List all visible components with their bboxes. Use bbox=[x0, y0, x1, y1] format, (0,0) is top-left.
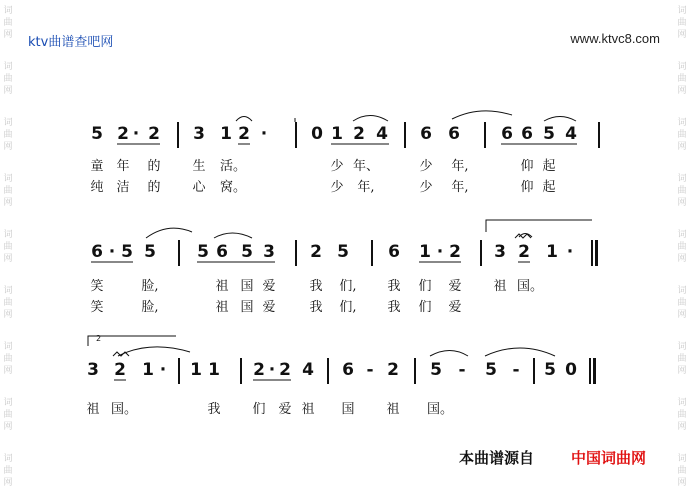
note: 4 bbox=[376, 124, 388, 144]
site-url-right: www.ktvc8.com bbox=[570, 31, 660, 46]
lyric: 纯 bbox=[90, 180, 104, 195]
volta-bracket bbox=[486, 220, 592, 232]
watermark-char: 词 bbox=[3, 62, 13, 72]
lyric: 祖 bbox=[386, 402, 400, 417]
note: 4 bbox=[302, 360, 314, 380]
watermark-char: 曲 bbox=[3, 130, 13, 140]
note: 1 bbox=[546, 242, 558, 262]
lyric: 爱 bbox=[278, 402, 292, 417]
note: 5 bbox=[485, 360, 497, 380]
note: 6 bbox=[501, 124, 513, 144]
lyric: 心 bbox=[192, 180, 206, 195]
watermark-char: 词 bbox=[677, 454, 687, 464]
note: 1 bbox=[220, 124, 232, 144]
lyric: 少 bbox=[330, 180, 344, 195]
note: 3 bbox=[193, 124, 205, 144]
lyric: 脸, bbox=[141, 279, 159, 294]
watermark-char: 词 bbox=[3, 398, 13, 408]
note: 1 bbox=[331, 124, 343, 144]
slur bbox=[430, 351, 468, 357]
note: 6 bbox=[388, 242, 400, 262]
watermark-char: 网 bbox=[677, 310, 687, 320]
note: 6 bbox=[216, 242, 228, 262]
watermark-char: 网 bbox=[3, 142, 13, 152]
note: 5 bbox=[144, 242, 156, 262]
note: 3 bbox=[87, 360, 99, 380]
lyric: 我 bbox=[309, 300, 323, 315]
watermark-char: 曲 bbox=[677, 410, 687, 420]
lyric: 们, bbox=[339, 300, 357, 315]
note: 5 bbox=[543, 124, 555, 144]
note: 2 bbox=[353, 124, 365, 144]
note: · bbox=[566, 242, 574, 262]
slur bbox=[485, 348, 555, 356]
watermark-char: 网 bbox=[3, 366, 13, 376]
lyric: 窝。 bbox=[219, 180, 247, 195]
lyric: 笑 bbox=[90, 300, 104, 315]
note: 1 bbox=[190, 360, 202, 380]
note: · bbox=[268, 360, 276, 380]
watermark-char: 词 bbox=[677, 230, 687, 240]
lyric: 国 bbox=[341, 402, 355, 417]
note: 1 bbox=[208, 360, 220, 380]
note: 6 bbox=[521, 124, 533, 144]
note: 2 bbox=[279, 360, 291, 380]
note: 4 bbox=[565, 124, 577, 144]
lyric: 生 bbox=[192, 159, 206, 174]
mordent bbox=[515, 234, 531, 238]
slur bbox=[236, 117, 252, 122]
slur bbox=[544, 117, 576, 122]
watermark-char: 网 bbox=[677, 198, 687, 208]
watermark-char: 网 bbox=[3, 254, 13, 264]
slur bbox=[353, 116, 388, 122]
slur bbox=[146, 228, 192, 238]
note: - bbox=[512, 360, 520, 380]
lyric: 的 bbox=[147, 180, 161, 195]
watermark-char: 词 bbox=[3, 342, 13, 352]
lyric: 国。 bbox=[516, 279, 544, 294]
note: 5 bbox=[91, 124, 103, 144]
watermark-char: 网 bbox=[3, 422, 13, 432]
source-label: 本曲谱源自 bbox=[459, 449, 535, 467]
watermark-char: 曲 bbox=[677, 466, 687, 476]
note: 2 bbox=[238, 124, 250, 144]
lyric: 祖 bbox=[215, 300, 229, 315]
bar-line bbox=[404, 122, 406, 148]
watermark-char: 网 bbox=[3, 30, 13, 40]
bar-line bbox=[593, 358, 596, 384]
note: 6 bbox=[342, 360, 354, 380]
lyric: 活。 bbox=[219, 159, 247, 174]
watermark-char: 曲 bbox=[677, 130, 687, 140]
note: 3 bbox=[263, 242, 275, 262]
note: 6 bbox=[420, 124, 432, 144]
slur bbox=[452, 111, 512, 119]
note: 6 bbox=[448, 124, 460, 144]
lyric: 仰 bbox=[520, 159, 534, 174]
watermark-char: 网 bbox=[3, 86, 13, 96]
site-name-link[interactable]: 中国词曲网 bbox=[571, 449, 647, 467]
bar-line bbox=[295, 240, 297, 266]
lyric: 少 bbox=[419, 180, 433, 195]
bar-line bbox=[178, 358, 180, 384]
bar-line bbox=[371, 240, 373, 266]
bar-line bbox=[591, 240, 593, 266]
lyric: 们 bbox=[418, 279, 432, 294]
lyric: 我 bbox=[387, 279, 401, 294]
watermark-char: 网 bbox=[677, 366, 687, 376]
note: 5 bbox=[544, 360, 556, 380]
lyric: 我 bbox=[309, 279, 323, 294]
lyric: 起 bbox=[542, 159, 556, 174]
watermark-char: 曲 bbox=[3, 74, 13, 84]
watermark-char: 词 bbox=[677, 174, 687, 184]
site-title-left: ktv曲谱查吧网 bbox=[28, 35, 114, 50]
slur bbox=[519, 234, 532, 238]
slur bbox=[118, 347, 190, 356]
watermark-char: 曲 bbox=[677, 298, 687, 308]
watermark-char: 网 bbox=[677, 422, 687, 432]
lyric: 祖 bbox=[493, 279, 507, 294]
note: 0 bbox=[311, 124, 323, 144]
watermark-char: 词 bbox=[3, 6, 13, 16]
lyric: 爱 bbox=[448, 300, 462, 315]
note: 5 bbox=[430, 360, 442, 380]
mordent bbox=[113, 352, 129, 356]
bar-line bbox=[177, 122, 179, 148]
note: 2 bbox=[310, 242, 322, 262]
watermark-char: 曲 bbox=[3, 298, 13, 308]
watermark-char: 网 bbox=[677, 30, 687, 40]
watermark-char: 词 bbox=[3, 230, 13, 240]
bar-line bbox=[327, 358, 329, 384]
note: 2 bbox=[117, 124, 129, 144]
bar-line bbox=[589, 358, 591, 384]
lyric: 爱 bbox=[448, 279, 462, 294]
watermark-char: 网 bbox=[677, 254, 687, 264]
watermark-char: 词 bbox=[677, 286, 687, 296]
lyric: 祖 bbox=[86, 402, 100, 417]
slur bbox=[214, 233, 252, 238]
lyric: 年, bbox=[451, 159, 469, 174]
watermark-char: 网 bbox=[677, 86, 687, 96]
watermark-char: 词 bbox=[3, 454, 13, 464]
note: · bbox=[108, 242, 116, 262]
lyric: 我 bbox=[387, 300, 401, 315]
note: 0 bbox=[565, 360, 577, 380]
note: - bbox=[458, 360, 466, 380]
watermark-char: 词 bbox=[677, 62, 687, 72]
bar-line bbox=[178, 240, 180, 266]
note: 2 bbox=[387, 360, 399, 380]
lyric: 仰 bbox=[520, 180, 534, 195]
watermark-char: 网 bbox=[677, 142, 687, 152]
note: 1 bbox=[142, 360, 154, 380]
lyric: 的 bbox=[147, 159, 161, 174]
bar-line bbox=[595, 240, 598, 266]
bar-line bbox=[533, 358, 535, 384]
watermark-char: 曲 bbox=[677, 242, 687, 252]
watermark-char: 曲 bbox=[3, 186, 13, 196]
note: 2 bbox=[114, 360, 126, 380]
watermark-char: 词 bbox=[677, 398, 687, 408]
lyric: 年, bbox=[357, 180, 375, 195]
lyric: 童 bbox=[90, 159, 104, 174]
lyric: 爱 bbox=[262, 300, 276, 315]
note: · bbox=[132, 124, 140, 144]
lyric: 少 bbox=[419, 159, 433, 174]
bar-line bbox=[414, 358, 416, 384]
note: 3 bbox=[494, 242, 506, 262]
lyric: 我 bbox=[207, 402, 221, 417]
bar-line bbox=[598, 122, 600, 148]
watermark-char: 曲 bbox=[3, 242, 13, 252]
lyric: 们 bbox=[418, 300, 432, 315]
note: - bbox=[366, 360, 374, 380]
note: 2 bbox=[449, 242, 461, 262]
watermark-char: 词 bbox=[677, 342, 687, 352]
watermark-column-right bbox=[674, 0, 690, 494]
lyric: 祖 bbox=[215, 279, 229, 294]
lyric: 祖 bbox=[301, 402, 315, 417]
watermark-char: 词 bbox=[677, 6, 687, 16]
bar-line bbox=[240, 358, 242, 384]
lyric: 爱 bbox=[262, 279, 276, 294]
note: 6 bbox=[91, 242, 103, 262]
lyric: 国 bbox=[240, 279, 254, 294]
watermark-char: 网 bbox=[677, 478, 687, 488]
watermark-char: 词 bbox=[677, 118, 687, 128]
watermark-char: 曲 bbox=[677, 186, 687, 196]
note: 1 bbox=[419, 242, 431, 262]
note: · bbox=[159, 360, 167, 380]
watermark-char: 曲 bbox=[3, 18, 13, 28]
lyric: 年 bbox=[116, 159, 130, 174]
lyric: 们 bbox=[252, 402, 266, 417]
watermark-char: 曲 bbox=[677, 18, 687, 28]
volta-bracket bbox=[88, 336, 176, 346]
lyric: 少 bbox=[330, 159, 344, 174]
watermark-char: 曲 bbox=[677, 354, 687, 364]
note: 5 bbox=[121, 242, 133, 262]
watermark-column-left bbox=[0, 0, 16, 494]
note: · bbox=[260, 124, 268, 144]
watermark-char: 网 bbox=[3, 478, 13, 488]
watermark-char: 词 bbox=[3, 174, 13, 184]
note: 5 bbox=[241, 242, 253, 262]
watermark-char: 曲 bbox=[3, 354, 13, 364]
watermark-char: 曲 bbox=[677, 74, 687, 84]
lyric: 国 bbox=[240, 300, 254, 315]
lyric: 国。 bbox=[110, 402, 138, 417]
watermark-char: 词 bbox=[3, 286, 13, 296]
note: · bbox=[436, 242, 444, 262]
lyric: 洁 bbox=[116, 180, 130, 195]
volta-number: 2 bbox=[96, 334, 102, 343]
lyric: 笑 bbox=[90, 279, 104, 294]
watermark-char: 网 bbox=[3, 198, 13, 208]
watermark-char: 曲 bbox=[3, 410, 13, 420]
note: 2 bbox=[148, 124, 160, 144]
lyric: 国。 bbox=[426, 402, 454, 417]
note: 2 bbox=[253, 360, 265, 380]
watermark-char: 网 bbox=[3, 310, 13, 320]
lyric: 年、 bbox=[352, 159, 380, 174]
lyric: 年, bbox=[451, 180, 469, 195]
watermark-char: 曲 bbox=[3, 466, 13, 476]
bar-line bbox=[484, 122, 486, 148]
note: 5 bbox=[337, 242, 349, 262]
bar-line bbox=[480, 240, 482, 266]
lyric: 脸, bbox=[141, 300, 159, 315]
note: 2 bbox=[518, 242, 530, 262]
note: 5 bbox=[197, 242, 209, 262]
lyric: 们, bbox=[339, 279, 357, 294]
watermark-char: 词 bbox=[3, 118, 13, 128]
bar-line bbox=[295, 122, 297, 148]
lyric: 起 bbox=[542, 180, 556, 195]
